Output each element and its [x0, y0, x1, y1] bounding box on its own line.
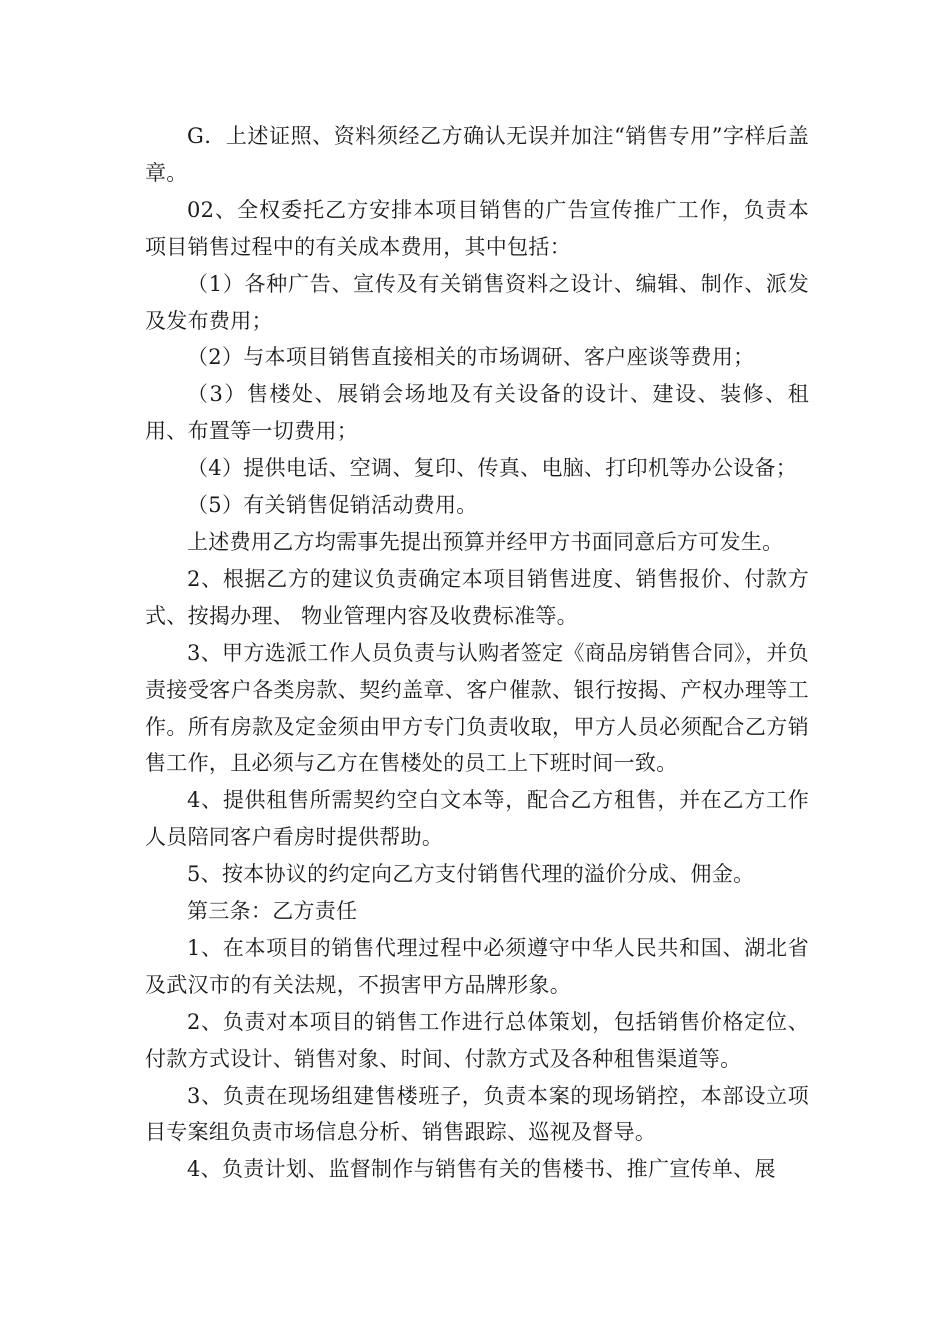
paragraph-b1-compliance: 1、在本项目的销售代理过程中必须遵守中华人民共和国、湖北省及武汉市的有关法规，不损害甲方品牌形象。: [145, 935, 809, 997]
paragraph-2-sales-schedule: 2、根据乙方的建议负责确定本项目销售进度、销售报价、付款方式、按揭办理、 物业管理内容及收费标准等。: [145, 566, 809, 628]
paragraph-item-4: （4）提供电话、空调、复印、传真、电脑、打印机等办公设备；: [187, 456, 798, 481]
paragraph-item-2: （2）与本项目销售直接相关的市场调研、客户座谈等费用；: [187, 345, 755, 370]
paragraph-item-3: （3）售楼处、展销会场地及有关设备的设计、建设、装修、租用、布置等一切费用；: [145, 382, 809, 444]
paragraph-3-contract-signing: 3、甲方选派工作人员负责与认购者签定《商品房销售合同》，并负责接受客户各类房款、契约盖章、客户催款、银行按揭、产权办理等工作。所有房款及定金须由甲方专门负责收取，甲方人员必须配合乙方销售工作，且必须与乙方在售楼处的员工上下班时间一致。: [145, 640, 809, 776]
paragraph-item-1: （1）各种广告、宣传及有关销售资料之设计、编辑、制作、派发及发布费用；: [145, 271, 809, 333]
paragraph-item-5: （5）有关销售促销活动费用。: [187, 493, 478, 518]
paragraph-02-advertising: 02、全权委托乙方安排本项目销售的广告宣传推广工作，负责本项目销售过程中的有关成本费用，其中包括：: [145, 197, 809, 259]
paragraph-b4-materials: 4、负责计划、监督制作与销售有关的售楼书、推广宣传单、展: [187, 1157, 776, 1182]
paragraph-4-lease-documents: 4、提供租售所需契约空白文本等，配合乙方租售，并在乙方工作人员陪同客户看房时提供帮助。: [145, 788, 809, 850]
paragraph-budget-note: 上述费用乙方均需事先提出预算并经甲方书面同意后方可发生。: [187, 529, 784, 554]
paragraph-b3-onsite-team: 3、负责在现场组建售楼班子，负责本案的现场销控，本部设立项目专案组负责市场信息分析、销售跟踪、巡视及督导。: [145, 1083, 809, 1145]
paragraph-b2-planning: 2、负责对本项目的销售工作进行总体策划，包括销售价格定位、付款方式设计、销售对象、时间、付款方式及各种租售渠道等。: [145, 1009, 809, 1071]
document-body: [145, 118, 809, 1188]
paragraph-5-commission: 5、按本协议的约定向乙方支付销售代理的溢价分成、佣金。: [187, 862, 755, 887]
section-heading-article-3: 第三条：乙方责任: [187, 899, 358, 924]
paragraph-g-stamp: G．上述证照、资料须经乙方确认无误并加注“销售专用”字样后盖章。: [145, 124, 809, 185]
